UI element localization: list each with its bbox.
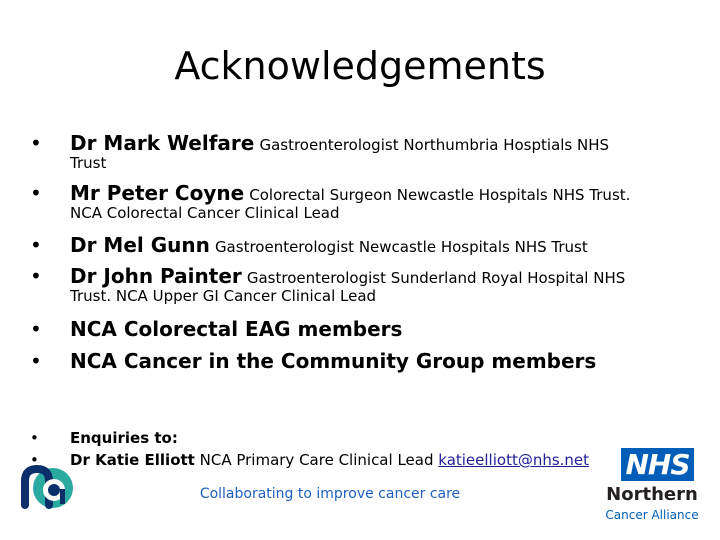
bullet: • xyxy=(30,233,42,257)
bullet: • xyxy=(30,349,42,373)
bullet: • xyxy=(30,451,39,469)
nhs-logo-icon xyxy=(621,448,694,481)
person-description-continued: Trust. NCA Upper GI Cancer Clinical Lead xyxy=(70,287,377,305)
org-name: Northern xyxy=(606,484,698,505)
bullet: • xyxy=(30,429,39,447)
person-description: Colorectal Surgeon Newcastle Hospitals NHS Trust. xyxy=(249,186,631,204)
person-description: Gastroenterologist Newcastle Hospitals NHS Trust xyxy=(214,238,588,256)
bullet: • xyxy=(30,317,42,341)
person-description: Gastroenterologist Northumbria Hosptials NHS xyxy=(259,136,610,154)
org-subtitle: Cancer Alliance xyxy=(605,508,699,522)
person-name: Mr Peter Coyne xyxy=(70,181,245,205)
enquiries-label: Enquiries to: xyxy=(70,429,178,447)
person-description-continued: Trust xyxy=(70,154,107,172)
bullet: • xyxy=(30,131,42,155)
person-name: Dr John Painter xyxy=(70,264,242,288)
nca-logo-icon xyxy=(20,463,74,513)
contact-role: NCA Primary Care Clinical Lead xyxy=(199,451,434,469)
person-description-continued: NCA Colorectal Cancer Clinical Lead xyxy=(70,204,340,222)
page-title: Acknowledgements xyxy=(174,44,546,88)
person-name: Dr Mark Welfare xyxy=(70,131,255,155)
person-description: Gastroenterologist Sunderland Royal Hospital NHS xyxy=(246,269,626,287)
group-name: NCA Cancer in the Community Group members xyxy=(70,349,597,373)
tagline: Collaborating to improve cancer care xyxy=(199,486,461,502)
email-link[interactable]: katieelliott@nhs.net xyxy=(438,451,590,469)
group-name: NCA Colorectal EAG members xyxy=(70,317,403,341)
contact-name: Dr Katie Elliott xyxy=(70,451,195,469)
bullet: • xyxy=(30,181,42,205)
bullet: • xyxy=(30,264,42,288)
person-name: Dr Mel Gunn xyxy=(70,233,210,257)
nhs-logo-text: NHS xyxy=(625,448,690,481)
